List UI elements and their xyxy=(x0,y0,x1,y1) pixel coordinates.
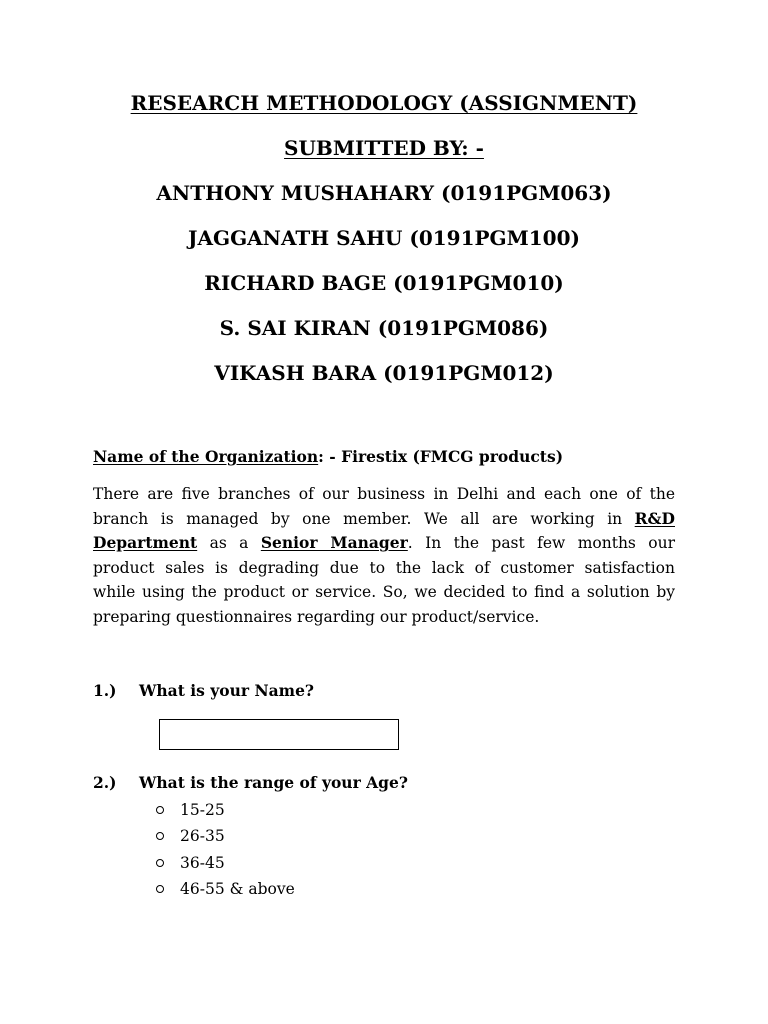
circle-bullet-icon xyxy=(156,806,164,814)
member-name: S. SAI KIRAN (0191PGM086) xyxy=(219,316,549,340)
rd-highlight: R&D xyxy=(634,508,675,528)
question-text: What is your Name? xyxy=(139,681,315,700)
name-answer-field[interactable] xyxy=(159,719,399,750)
paragraph-line: branch is managed by one member. We all are working in R&D xyxy=(93,508,675,528)
option-label: 15-25 xyxy=(180,801,225,819)
organization-value: : - Firestix (FMCG products) xyxy=(318,447,564,466)
age-option[interactable] xyxy=(156,823,295,849)
circle-bullet-icon xyxy=(156,832,164,840)
paragraph-line: Department as a Senior Manager. In the past few months our xyxy=(93,533,676,553)
age-option[interactable] xyxy=(156,876,295,902)
department-highlight: Department xyxy=(93,533,198,553)
senior-manager-highlight: Senior Manager xyxy=(260,533,408,553)
option-label: 36-45 xyxy=(180,853,225,872)
paragraph-line: preparing questionnaires regarding our product/service. xyxy=(93,607,540,626)
intro-paragraph xyxy=(93,482,675,630)
member-name: ANTHONY MUSHAHARY (0191PGM063) xyxy=(156,181,612,205)
submitted-by-heading: SUBMITTED BY: - xyxy=(284,136,484,160)
member-name: JAGGANATH SAHU (0191PGM100) xyxy=(188,226,580,250)
member-name: RICHARD BAGE (0191PGM010) xyxy=(204,271,564,295)
question-number: 1.) xyxy=(93,681,117,700)
organization-line xyxy=(93,446,563,468)
circle-bullet-icon xyxy=(156,859,164,867)
paragraph-line: while using the product or service. So, we decided to find a solution by xyxy=(93,583,675,602)
age-option[interactable] xyxy=(156,797,295,823)
paragraph-line: There are five branches of our business in Delhi and each one of the xyxy=(93,485,675,503)
member-name: VIKASH BARA (0191PGM012) xyxy=(214,361,554,385)
option-label: 46-55 & above xyxy=(180,879,295,898)
organization-label: Name of the Organization xyxy=(93,447,319,466)
assignment-title: RESEARCH METHODOLOGY (ASSIGNMENT) xyxy=(130,91,638,115)
question-number: 2.) xyxy=(93,773,117,792)
question-2 xyxy=(93,772,408,794)
circle-bullet-icon xyxy=(156,885,164,893)
question-1 xyxy=(93,680,314,702)
question-text: What is the range of your Age? xyxy=(139,773,408,792)
paragraph-line: product sales is degrading due to the lack of customer satisfaction xyxy=(93,558,675,577)
age-options-list xyxy=(156,797,295,902)
age-option[interactable] xyxy=(156,850,295,876)
option-label: 26-35 xyxy=(180,827,225,846)
